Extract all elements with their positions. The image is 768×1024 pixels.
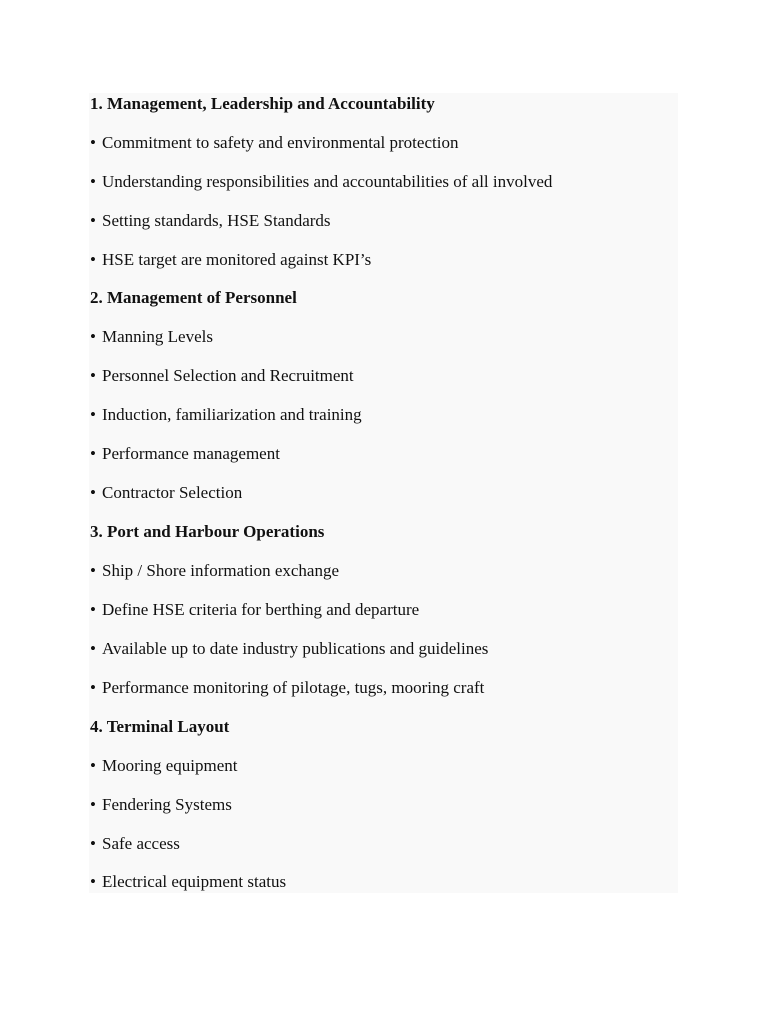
bullet-icon: •	[90, 366, 96, 385]
list-item	[90, 482, 242, 504]
list-item-text: Ship / Shore information exchange	[102, 561, 340, 580]
bullet-icon: •	[90, 872, 96, 891]
list-item	[90, 677, 484, 699]
list-item-text: Electrical equipment status	[102, 872, 287, 891]
list-item	[90, 794, 232, 816]
bullet-icon: •	[90, 250, 96, 269]
bullet-icon: •	[90, 795, 96, 814]
list-item-text: Performance management	[102, 444, 280, 463]
bullet-icon: •	[90, 405, 96, 424]
bullet-icon: •	[90, 834, 96, 853]
section-heading: 3. Port and Harbour Operations	[90, 522, 325, 541]
list-item	[90, 404, 362, 426]
bullet-icon: •	[90, 483, 96, 502]
list-item	[90, 210, 331, 232]
list-item-text: Contractor Selection	[102, 483, 243, 502]
list-item	[90, 249, 371, 271]
bullet-icon: •	[90, 133, 96, 152]
list-item	[90, 132, 458, 154]
section-heading: 2. Management of Personnel	[90, 288, 297, 307]
list-item	[90, 871, 286, 893]
list-item	[90, 443, 280, 465]
bullet-icon: •	[90, 211, 96, 230]
document-content	[89, 93, 678, 893]
bullet-icon: •	[90, 600, 96, 619]
bullet-icon: •	[90, 639, 96, 658]
list-item-text: Understanding responsibilities and accountabilities of all involved	[102, 172, 553, 191]
list-item	[90, 365, 354, 387]
list-item-text: Define HSE criteria for berthing and departure	[102, 600, 420, 619]
bullet-icon: •	[90, 327, 96, 346]
list-item	[90, 638, 488, 660]
list-item-text: Fendering Systems	[102, 795, 232, 814]
list-item-text: Commitment to safety and environmental protection	[102, 133, 459, 152]
list-item	[90, 599, 419, 621]
list-item-text: Performance monitoring of pilotage, tugs, mooring craft	[102, 678, 485, 697]
bullet-icon: •	[90, 678, 96, 697]
list-item	[90, 560, 339, 582]
list-item-text: Induction, familiarization and training	[102, 405, 362, 424]
list-item-text: Mooring equipment	[102, 756, 238, 775]
list-item-text: Safe access	[102, 834, 180, 853]
list-item-text: Personnel Selection and Recruitment	[102, 366, 354, 385]
list-item-text: Setting standards, HSE Standards	[102, 211, 331, 230]
bullet-icon: •	[90, 444, 96, 463]
list-item	[90, 755, 238, 777]
bullet-icon: •	[90, 756, 96, 775]
section-heading: 1. Management, Leadership and Accountability	[90, 94, 435, 113]
list-item-text: Manning Levels	[102, 327, 213, 346]
section-heading: 4. Terminal Layout	[90, 717, 230, 736]
list-item-text: HSE target are monitored against KPI’s	[102, 250, 372, 269]
list-item-text: Available up to date industry publications and guidelines	[102, 639, 489, 658]
bullet-icon: •	[90, 172, 96, 191]
bullet-icon: •	[90, 561, 96, 580]
list-item	[90, 326, 213, 348]
list-item	[90, 171, 552, 193]
list-item	[90, 833, 180, 855]
